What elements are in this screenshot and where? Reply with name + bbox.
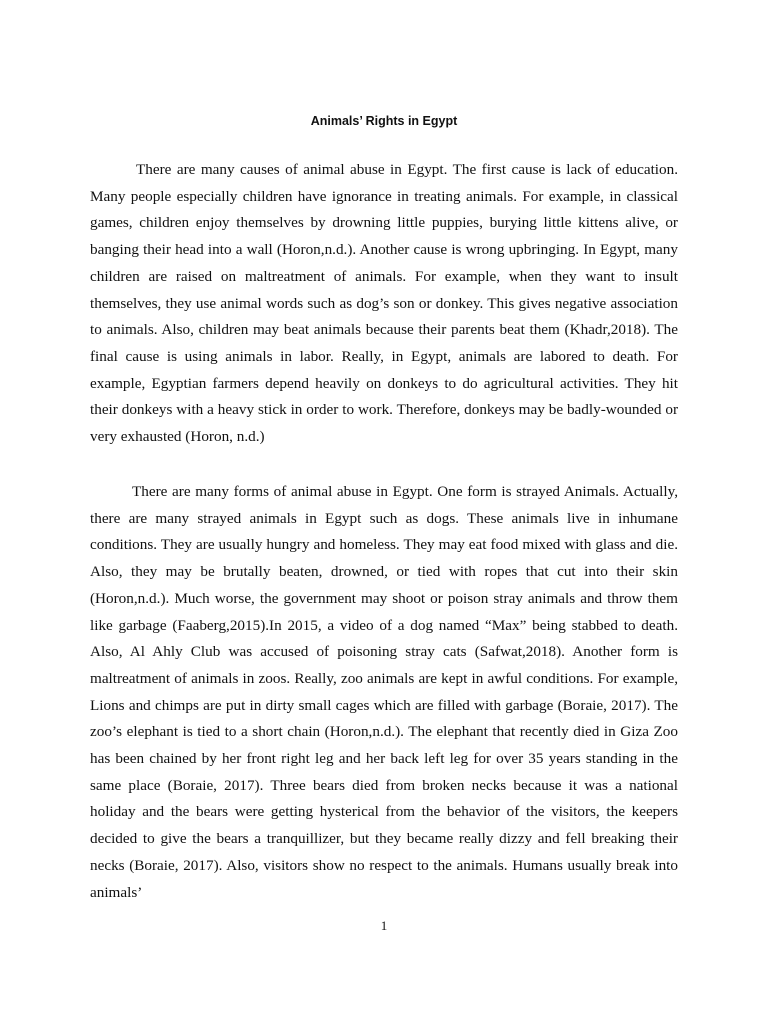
page-number: 1 (380, 918, 388, 933)
paragraph-forms: There are many forms of animal abuse in Egypt. One form is strayed Animals. Actually, there are many strayed animals in Egypt such as dogs. These animals live in inhumane conditions. They are usually hungry and homeless. They may eat food mixed with glass and die. Also, they may be brutally beaten, drowned, or tied with ropes that cut into their skin (Horon,n.d.). Much worse, the government may shoot or poison stray animals and throw them like garbage (Faaberg,2015).In 2015, a video of a dog named “Max” being stabbed to death. Also, Al Ahly Club was accused of poisoning stray cats (Safwat,2018). Another form is maltreatment of animals in zoos. Really, zoo animals are kept in awful conditions. For example, Lions and chimps are put in dirty small cages which are filled with garbage (Boraie, 2017). The zoo’s elephant is tied to a short chain (Horon,n.d.). The elephant that recently died in Giza Zoo has been chained by her front right leg and her back left leg for over 35 years standing in the same place (Boraie, 2017). Three bears died from broken necks because it was a national holiday and the bears were getting hysterical from the behavior of the visitors, the keepers decided to give the bears a tranquillizer, but they became really dizzy and fell breaking their necks (Boraie, 2017). Also, visitors show no respect to the animals. Humans usually break into animals’ (90, 483, 678, 901)
document-title: Animals’ Rights in Egypt (310, 114, 458, 128)
paragraph-causes: There are many causes of animal abuse in Egypt. The first cause is lack of education. Many people especially children have ignorance in treating animals. For example, in classical games, children enjoy themselves by drowning little puppies, burying little kittens alive, or banging their head into a wall (Horon,n.d.). Another cause is wrong upbringing. In Egypt, many children are raised on maltreatment of animals. For example, when they want to insult themselves, they use animal words such as dog’s son or donkey. This gives negative association to animals. Also, children may beat animals because their parents beat them (Khadr,2018). The final cause is using animals in labor. Really, in Egypt, animals are labored to death. For example, Egyptian farmers depend heavily on donkeys to do agricultural activities. They hit their donkeys with a heavy stick in order to work. Therefore, donkeys may be badly-wounded or very exhausted (Horon, n.d.) (90, 161, 678, 446)
